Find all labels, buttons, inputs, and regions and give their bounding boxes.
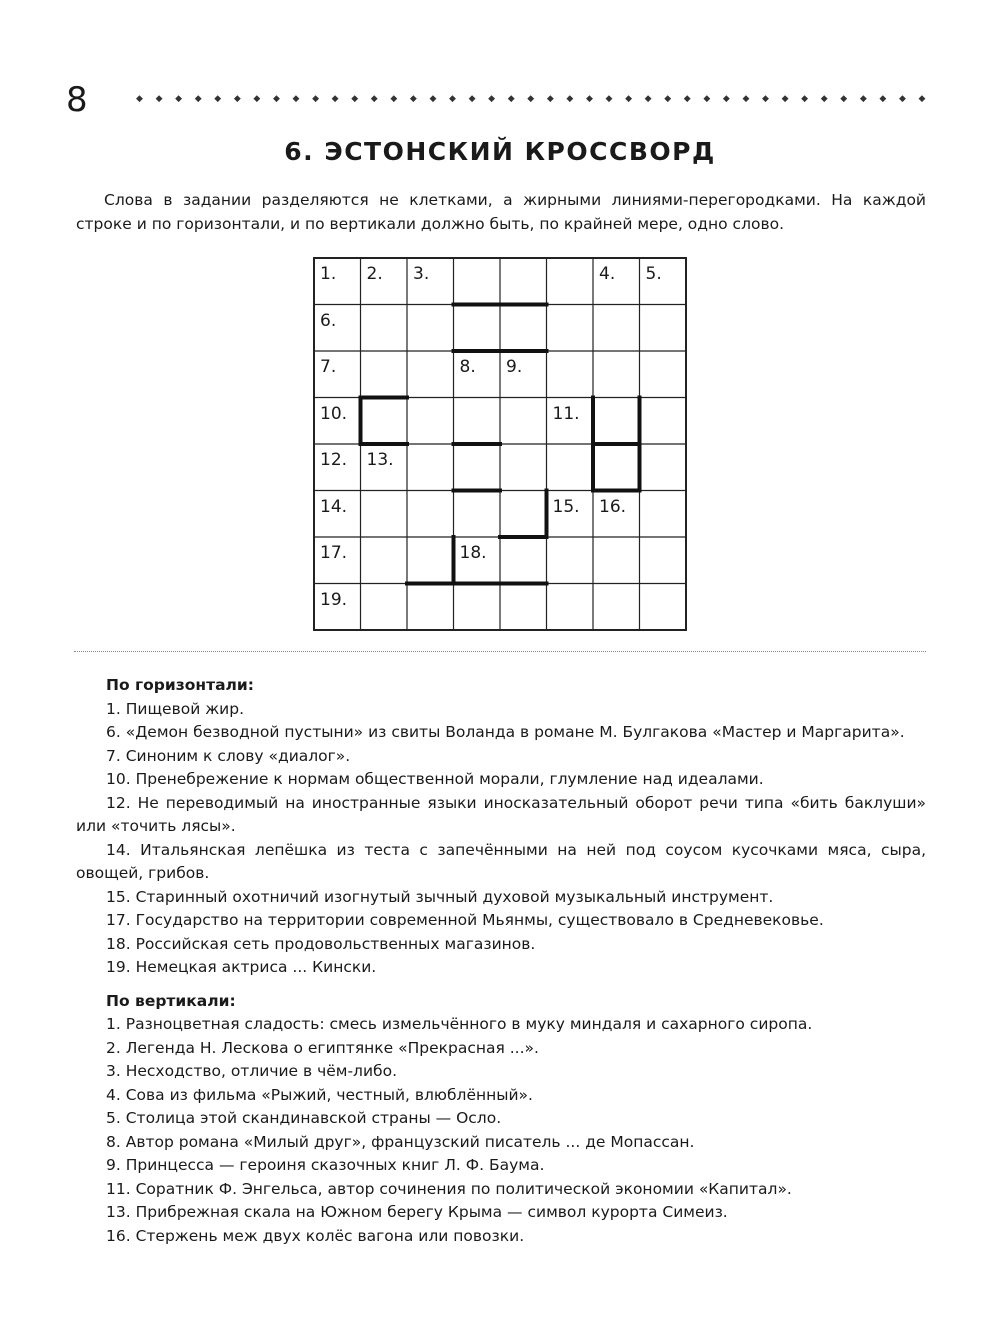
diamond-dot: ◆	[272, 94, 280, 104]
diamond-dot: ◆	[507, 94, 515, 104]
diamond-dot: ◆	[722, 94, 730, 104]
across-clue: 7. Синоним к слову «диалог».	[106, 746, 351, 765]
down-clue: 8. Автор романа «Милый друг», французский писатель ... де Мопассан.	[106, 1132, 695, 1151]
diamond-dot: ◆	[664, 94, 672, 104]
diamond-dot: ◆	[233, 94, 241, 104]
across-clue: 18. Российская сеть продовольственных магазинов.	[106, 934, 536, 953]
diamond-dot: ◆	[390, 94, 398, 104]
diamond-dot: ◆	[546, 94, 554, 104]
diamond-dot: ◆	[605, 94, 613, 104]
down-clue: 2. Легенда Н. Лескова о египтянке «Прекрасная ...».	[106, 1038, 539, 1057]
down-clue: 16. Стержень меж двух колёс вагона или повозки.	[106, 1226, 525, 1245]
down-clue: 9. Принцесса — героиня сказочных книг Л. Ф. Баума.	[106, 1156, 545, 1174]
across-clue: 1. Пищевой жир.	[106, 699, 245, 718]
diamond-dot: ◆	[449, 94, 456, 104]
diamond-dot: ◆	[742, 94, 750, 104]
down-clue: 11. Соратник Ф. Энгельса, автор сочинения по политической экономии «Капитал».	[106, 1179, 792, 1198]
clue-number: 15.	[552, 496, 580, 517]
crossword-grid-lines	[313, 257, 687, 631]
decorative-diamond-rule	[136, 92, 926, 106]
diamond-dot: ◆	[683, 94, 691, 104]
clue-number: 8.	[459, 357, 476, 377]
diamond-dot: ◆	[566, 94, 574, 104]
diamond-dot: ◆	[703, 94, 711, 104]
diamond-dot: ◆	[468, 94, 476, 104]
down-clue: 13. Прибрежная скала на Южном берегу Крыма — символ курорта Симеиз.	[106, 1203, 728, 1221]
clue-number: 9.	[506, 357, 523, 377]
instructions-paragraph: Слова в задании разделяются не клетками, а жирными линиями-перегородками. На каждой строке и по горизонтали, и по вертикали должно быть, по крайней мере, одно слово.	[76, 191, 926, 233]
diamond-dot: ◆	[370, 94, 378, 104]
diamond-dot: ◆	[409, 94, 417, 104]
diamond-dot: ◆	[292, 94, 300, 104]
across-clue: 15. Старинный охотничий изогнутый зычный духовой музыкальный инструмент.	[106, 887, 774, 906]
clue-number: 13.	[366, 450, 394, 470]
clue-number: 18.	[459, 543, 487, 563]
diamond-dot: ◆	[527, 94, 535, 104]
diamond-dot: ◆	[585, 94, 593, 104]
across-heading: По горизонтали:	[106, 676, 254, 694]
diamond-dot: ◆	[625, 94, 632, 104]
clue-number: 3.	[413, 264, 430, 284]
clue-number: 1.	[320, 264, 337, 284]
clue-number: 11.	[552, 403, 580, 424]
diamond-dot: ◆	[194, 94, 202, 104]
diamond-dot: ◆	[820, 94, 828, 104]
diamond-dot: ◆	[312, 94, 319, 104]
diamond-dot: ◆	[429, 94, 437, 104]
across-clue: 10. Пренебрежение к нормам общественной морали, глумление над идеалами.	[106, 770, 764, 788]
diamond-dot: ◆	[253, 94, 261, 104]
diamond-dot: ◆	[898, 94, 906, 104]
diamond-dot: ◆	[155, 94, 163, 104]
across-clue: 14. Итальянская лепёшка из теста с запечёнными на ней под соусом кусочками мяса, сыра, овощей, грибов.	[76, 840, 926, 882]
down-clue: 3. Несходство, отличие в чём-либо.	[106, 1062, 398, 1080]
page-title: 6. ЭСТОНСКИЙ КРОССВОРД	[284, 137, 716, 166]
clue-number: 16.	[599, 496, 627, 517]
clue-number: 10.	[320, 403, 348, 424]
down-clue: 4. Сова из фильма «Рыжий, честный, влюблённый».	[106, 1085, 533, 1104]
page-number: 8	[66, 80, 88, 120]
diamond-dot: ◆	[488, 94, 496, 104]
across-clue-list	[76, 698, 926, 980]
clue-number: 5.	[645, 264, 662, 284]
clue-number: 14.	[320, 496, 348, 517]
diamond-dot: ◆	[840, 94, 848, 104]
crossword-grid[interactable]	[313, 257, 687, 631]
diamond-dot: ◆	[879, 94, 887, 104]
diamond-dot: ◆	[801, 94, 809, 104]
diamond-dot: ◆	[762, 94, 769, 104]
diamond-dot: ◆	[214, 94, 222, 104]
diamond-dot: ◆	[331, 94, 339, 104]
diamond-dot: ◆	[859, 94, 867, 104]
clue-number: 4.	[599, 264, 616, 284]
across-clue: 17. Государство на территории современной Мьянмы, существовало в Средневековье.	[106, 911, 824, 929]
diamond-dot: ◆	[351, 94, 359, 104]
diamond-dot: ◆	[644, 94, 652, 104]
clue-number: 7.	[320, 357, 337, 377]
clue-number: 2.	[366, 264, 383, 284]
down-clue: 1. Разноцветная сладость: смесь измельчённого в муку миндаля и сахарного сиропа.	[106, 1015, 813, 1033]
across-clue: 12. Не переводимый на иностранные языки иносказательный оборот речи типа «бить баклуши» или «точить лясы».	[76, 793, 926, 835]
clues-section	[76, 674, 926, 1248]
down-clue-list	[76, 1013, 926, 1248]
across-clue: 6. «Демон безводной пустыни» из свиты Воланда в романе М. Булгакова «Мастер и Маргарита».	[106, 723, 905, 741]
down-heading: По вертикали:	[106, 991, 236, 1010]
clue-number: 19.	[320, 589, 348, 610]
across-clue: 19. Немецкая актриса ... Кински.	[106, 958, 377, 976]
diamond-dot: ◆	[136, 94, 143, 104]
down-clue: 5. Столица этой скандинавской страны — Осло.	[106, 1109, 502, 1127]
diamond-dot: ◆	[918, 94, 926, 104]
diamond-dot: ◆	[175, 94, 183, 104]
clue-number: 6.	[320, 310, 337, 331]
clue-number: 12.	[320, 450, 348, 470]
clue-number: 17.	[320, 543, 348, 563]
diamond-dot: ◆	[781, 94, 789, 104]
section-divider	[74, 651, 926, 652]
